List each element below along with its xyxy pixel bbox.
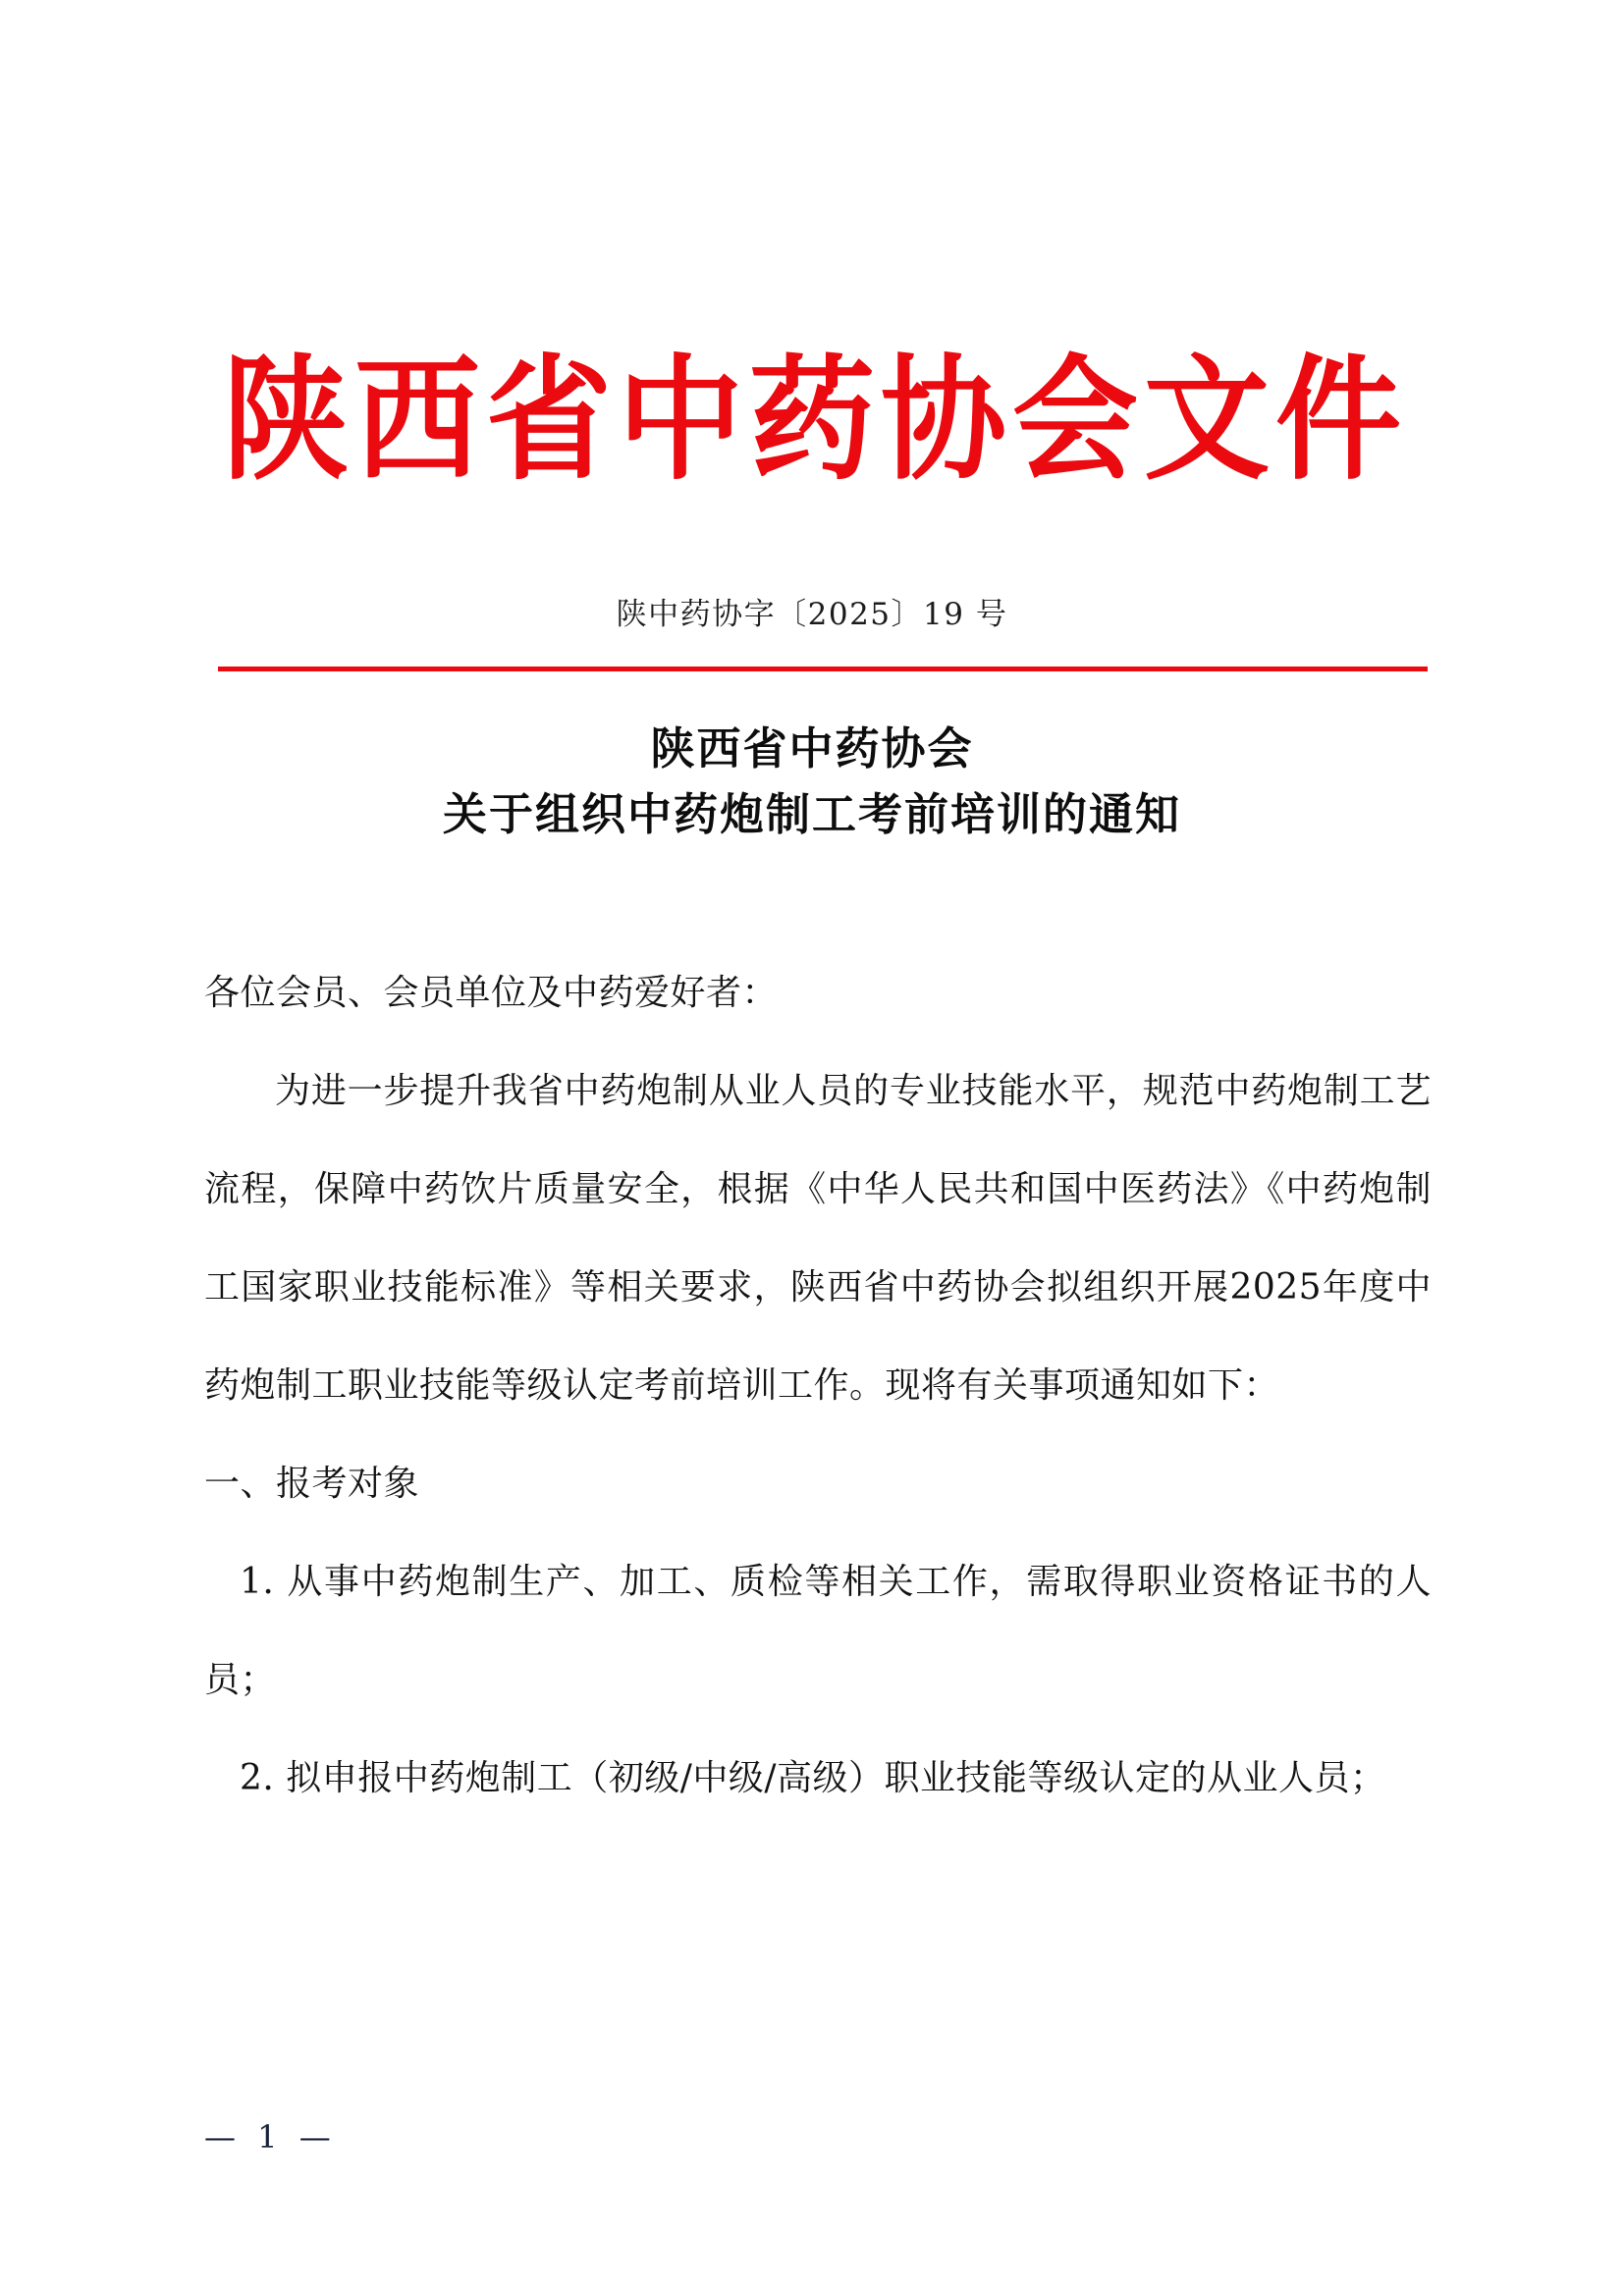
document-title-line-2: 关于组织中药炮制工考前培训的通知: [442, 787, 1181, 840]
salutation: 各位会员、会员单位及中药爱好者：: [204, 973, 779, 1013]
masthead-title: 陕西省中药协会文件: [222, 341, 1407, 500]
section-heading-1: 一、报考对象: [204, 1464, 420, 1504]
body-paragraph-1: 为进一步提升我省中药炮制从业人员的专业技能水平，规范中药炮制工艺流程，保障中药饮片质量安全，根据《中华人民共和国中医药法》《中药炮制工国家职业技能标准》等相关要求，陕西省中药协会拟组织开展2025年度中药炮制工职业技能等级认定考前培训工作。现将有关事项通知如下：: [204, 1071, 1432, 1406]
masthead: [0, 341, 1624, 500]
document-serial-number: 陕中药协字〔2025〕19 号: [616, 597, 1008, 632]
document-body: [204, 944, 1432, 1828]
document-title-block: [0, 717, 1624, 847]
list-item-1: 1. 从事中药炮制生产、加工、质检等相关工作，需取得职业资格证书的人员；: [204, 1562, 1432, 1700]
red-separator-rule: [218, 667, 1428, 671]
page-footer: [204, 2118, 1432, 2156]
document-title-line-1: 陕西省中药协会: [650, 722, 974, 774]
page-number: — 1 —: [204, 2118, 337, 2156]
list-item-2: 2. 拟申报中药炮制工（初级/中级/高级）职业技能等级认定的从业人员；: [240, 1758, 1386, 1798]
